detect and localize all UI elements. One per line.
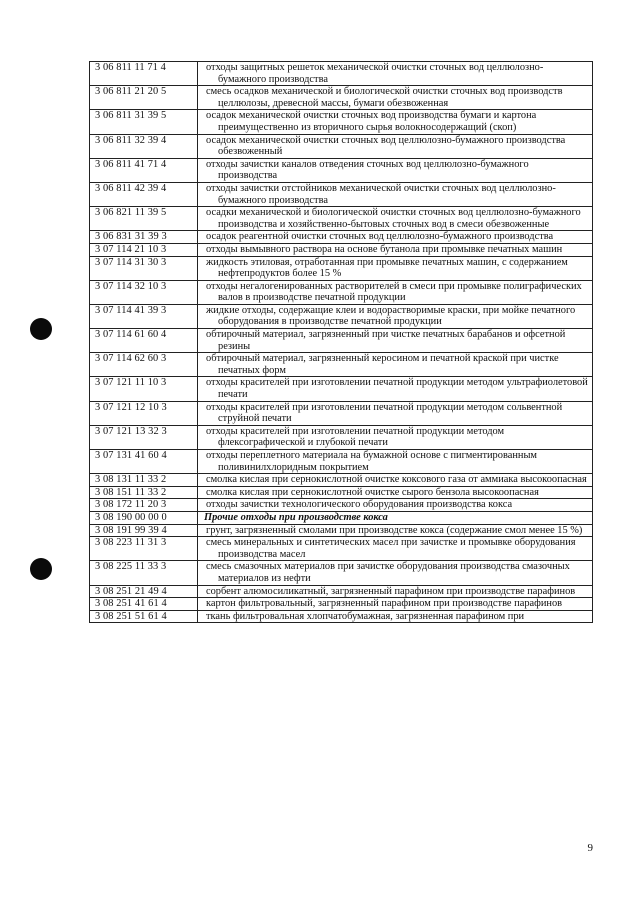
table-row xyxy=(90,134,593,158)
waste-description-cell: смесь осадков механической и биологической очистки сточных вод производств целлюлозы, древесной массы, бумаги обезвоженная xyxy=(198,86,593,110)
waste-description-cell: отходы негалогенированных растворителей в смеси при промывке полиграфических валов в производстве печатной продукции xyxy=(198,280,593,304)
waste-description-cell: грунт, загрязненный смолами при производстве кокса (содержание смол менее 15 %) xyxy=(198,524,593,537)
section-title-cell: Прочие отходы при производстве кокса xyxy=(198,511,593,524)
waste-description-cell: обтирочный материал, загрязненный керосином и печатной краской при чистке печатных форм xyxy=(198,353,593,377)
waste-code-cell: 3 07 114 32 10 3 xyxy=(90,280,198,304)
waste-classification-table xyxy=(89,61,593,623)
waste-description-cell: осадок механической очистки сточных вод целлюлозно-бумажного производства обезвоженный xyxy=(198,134,593,158)
waste-description-cell: смесь минеральных и синтетических масел при зачистке и промывке оборудования производства масел xyxy=(198,537,593,561)
table-row xyxy=(90,62,593,86)
waste-description-cell: смесь смазочных материалов при зачистке оборудования производства смазочных материалов из нефти xyxy=(198,561,593,585)
waste-code-cell: 3 08 223 11 31 3 xyxy=(90,537,198,561)
waste-code-cell: 3 07 121 12 10 3 xyxy=(90,401,198,425)
waste-code-cell: 3 07 131 41 60 4 xyxy=(90,450,198,474)
waste-description-cell: осадки механической и биологической очистки сточных вод целлюлозно-бумажного производства и хозяйственно-бытовых сточных вод в смеси обезвоженные xyxy=(198,207,593,231)
waste-description-cell: отходы зачистки отстойников механической очистки сточных вод целлюлозно-бумажного производства xyxy=(198,182,593,206)
waste-description-cell: осадок механической очистки сточных вод производства бумаги и картона преимущественно из вторичного сырья волокносодержащий (скоп) xyxy=(198,110,593,134)
table-row xyxy=(90,329,593,353)
table-row xyxy=(90,243,593,256)
waste-description-cell: картон фильтровальный, загрязненный парафином при производстве парафинов xyxy=(198,598,593,611)
waste-description-cell: жидкие отходы, содержащие клеи и водорастворимые краски, при мойке печатного оборудования в производстве печатной продукции xyxy=(198,304,593,328)
table-row xyxy=(90,425,593,449)
waste-code-cell: 3 08 190 00 00 0 xyxy=(90,511,198,524)
waste-code-cell: 3 07 114 41 39 3 xyxy=(90,304,198,328)
waste-description-cell: ткань фильтровальная хлопчатобумажная, загрязненная парафином при xyxy=(198,610,593,623)
waste-description-cell: смолка кислая при сернокислотной очистке коксового газа от аммиака высокоопасная xyxy=(198,474,593,487)
waste-description-cell: осадок реагентной очистки сточных вод целлюлозно-бумажного производства xyxy=(198,231,593,244)
waste-code-cell: 3 07 114 31 30 3 xyxy=(90,256,198,280)
binder-hole xyxy=(30,318,52,340)
table-row xyxy=(90,474,593,487)
waste-description-cell: отходы зачистки технологического оборудования производства кокса xyxy=(198,499,593,512)
waste-description-cell: отходы зачистки каналов отведения сточных вод целлюлозно-бумажного производства xyxy=(198,158,593,182)
table-row xyxy=(90,207,593,231)
table-row xyxy=(90,231,593,244)
table-row xyxy=(90,598,593,611)
page-number: 9 xyxy=(587,842,593,854)
table-row xyxy=(90,110,593,134)
waste-code-cell: 3 08 251 41 61 4 xyxy=(90,598,198,611)
table-row xyxy=(90,524,593,537)
table-row xyxy=(90,182,593,206)
table-row xyxy=(90,499,593,512)
waste-code-cell: 3 07 114 62 60 3 xyxy=(90,353,198,377)
waste-code-cell: 3 06 821 11 39 5 xyxy=(90,207,198,231)
waste-code-cell: 3 06 811 21 20 5 xyxy=(90,86,198,110)
waste-code-cell: 3 06 831 31 39 3 xyxy=(90,231,198,244)
waste-code-cell: 3 06 811 31 39 5 xyxy=(90,110,198,134)
waste-code-cell: 3 08 191 99 39 4 xyxy=(90,524,198,537)
table-row xyxy=(90,561,593,585)
waste-code-cell: 3 08 251 21 49 4 xyxy=(90,585,198,598)
table-row xyxy=(90,256,593,280)
waste-code-cell: 3 07 114 61 60 4 xyxy=(90,329,198,353)
waste-code-cell: 3 07 121 11 10 3 xyxy=(90,377,198,401)
table-row xyxy=(90,86,593,110)
waste-description-cell: обтирочный материал, загрязненный при чистке печатных барабанов и офсетной резины xyxy=(198,329,593,353)
table-row xyxy=(90,610,593,623)
table-row xyxy=(90,280,593,304)
table-row xyxy=(90,353,593,377)
table-row xyxy=(90,450,593,474)
waste-code-cell: 3 06 811 41 71 4 xyxy=(90,158,198,182)
waste-code-cell: 3 07 121 13 32 3 xyxy=(90,425,198,449)
waste-description-cell: отходы вымывного раствора на основе бутанола при промывке печатных машин xyxy=(198,243,593,256)
waste-code-cell: 3 08 151 11 33 2 xyxy=(90,486,198,499)
waste-description-cell: отходы красителей при изготовлении печатной продукции методом флексографической и глубокой печати xyxy=(198,425,593,449)
waste-code-cell: 3 06 811 32 39 4 xyxy=(90,134,198,158)
table-row xyxy=(90,304,593,328)
table-row xyxy=(90,401,593,425)
waste-code-cell: 3 08 172 11 20 3 xyxy=(90,499,198,512)
waste-description-cell: сорбент алюмосиликатный, загрязненный парафином при производстве парафинов xyxy=(198,585,593,598)
waste-code-cell: 3 08 251 51 61 4 xyxy=(90,610,198,623)
table-row xyxy=(90,377,593,401)
table-row xyxy=(90,585,593,598)
binder-hole xyxy=(30,558,52,580)
waste-code-cell: 3 06 811 42 39 4 xyxy=(90,182,198,206)
waste-code-cell: 3 07 114 21 10 3 xyxy=(90,243,198,256)
waste-description-cell: отходы красителей при изготовлении печатной продукции методом ультрафиолетовой печати xyxy=(198,377,593,401)
table-row xyxy=(90,158,593,182)
table-row xyxy=(90,537,593,561)
waste-description-cell: жидкость этиловая, отработанная при промывке печатных машин, с содержанием нефтепродуктов более 15 % xyxy=(198,256,593,280)
waste-description-cell: отходы защитных решеток механической очистки сточных вод целлюлозно-бумажного производства xyxy=(198,62,593,86)
waste-code-cell: 3 08 131 11 33 2 xyxy=(90,474,198,487)
table-row xyxy=(90,486,593,499)
waste-code-cell: 3 08 225 11 33 3 xyxy=(90,561,198,585)
table-body xyxy=(90,62,593,623)
waste-description-cell: смолка кислая при сернокислотной очистке сырого бензола высокоопасная xyxy=(198,486,593,499)
table-section-row xyxy=(90,511,593,524)
waste-code-cell: 3 06 811 11 71 4 xyxy=(90,62,198,86)
waste-description-cell: отходы переплетного материала на бумажной основе с пигментированным поливинилхлоридным покрытием xyxy=(198,450,593,474)
waste-description-cell: отходы красителей при изготовлении печатной продукции методом сольвентной струйной печати xyxy=(198,401,593,425)
